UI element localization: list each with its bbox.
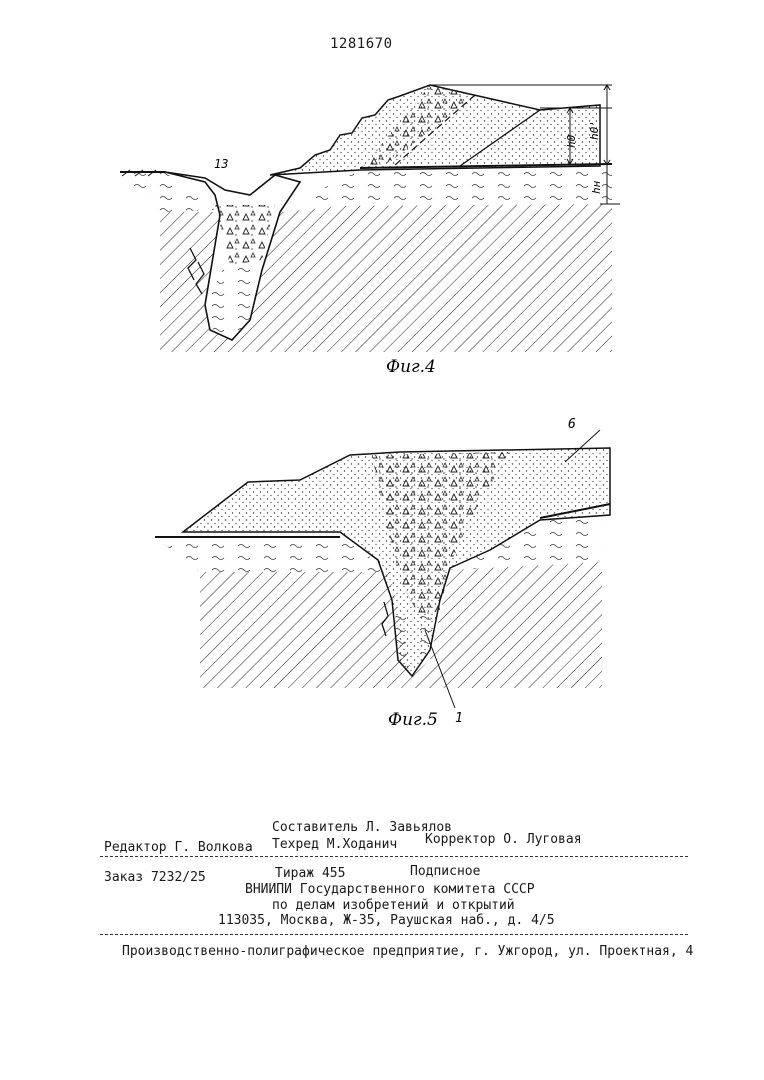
label-h0: h0 bbox=[565, 134, 578, 148]
org-line-3: 113035, Москва, Ж-35, Раушская наб., д. 4/5 bbox=[218, 913, 555, 928]
figure-5-caption: Фиг.5 bbox=[388, 710, 438, 730]
editor: Редактор Г. Волкова bbox=[104, 840, 253, 855]
figure-5-drawing bbox=[0, 400, 764, 740]
tech-editor: Техред М.Ходанич bbox=[272, 837, 398, 852]
printer: Производственно-полиграфическое предприятие, г. Ужгород, ул. Проектная, 4 bbox=[122, 944, 694, 959]
document-number: 1281670 bbox=[330, 36, 393, 52]
divider-1 bbox=[100, 856, 688, 857]
subscription: Подписное bbox=[410, 864, 481, 879]
divider-2 bbox=[100, 934, 688, 935]
org-line-1: ВНИИПИ Государственного комитета СССР bbox=[245, 882, 535, 897]
label-hn: hн bbox=[590, 180, 603, 194]
order-number: Заказ 7232/25 bbox=[104, 870, 206, 885]
org-line-2: по делам изобретений и открытий bbox=[272, 898, 515, 913]
compiler: Составитель Л. Завьялов bbox=[272, 820, 453, 835]
label-6: 6 bbox=[568, 417, 576, 432]
label-1: 1 bbox=[455, 711, 463, 726]
proofreader: Корректор О. Луговая bbox=[425, 832, 582, 847]
circulation: Тираж 455 bbox=[275, 866, 346, 881]
figure-4-drawing bbox=[0, 0, 764, 390]
label-h0-prime: h0' bbox=[588, 120, 601, 140]
figure-4-caption: Фиг.4 bbox=[386, 357, 436, 377]
label-13: 13 bbox=[214, 157, 229, 171]
